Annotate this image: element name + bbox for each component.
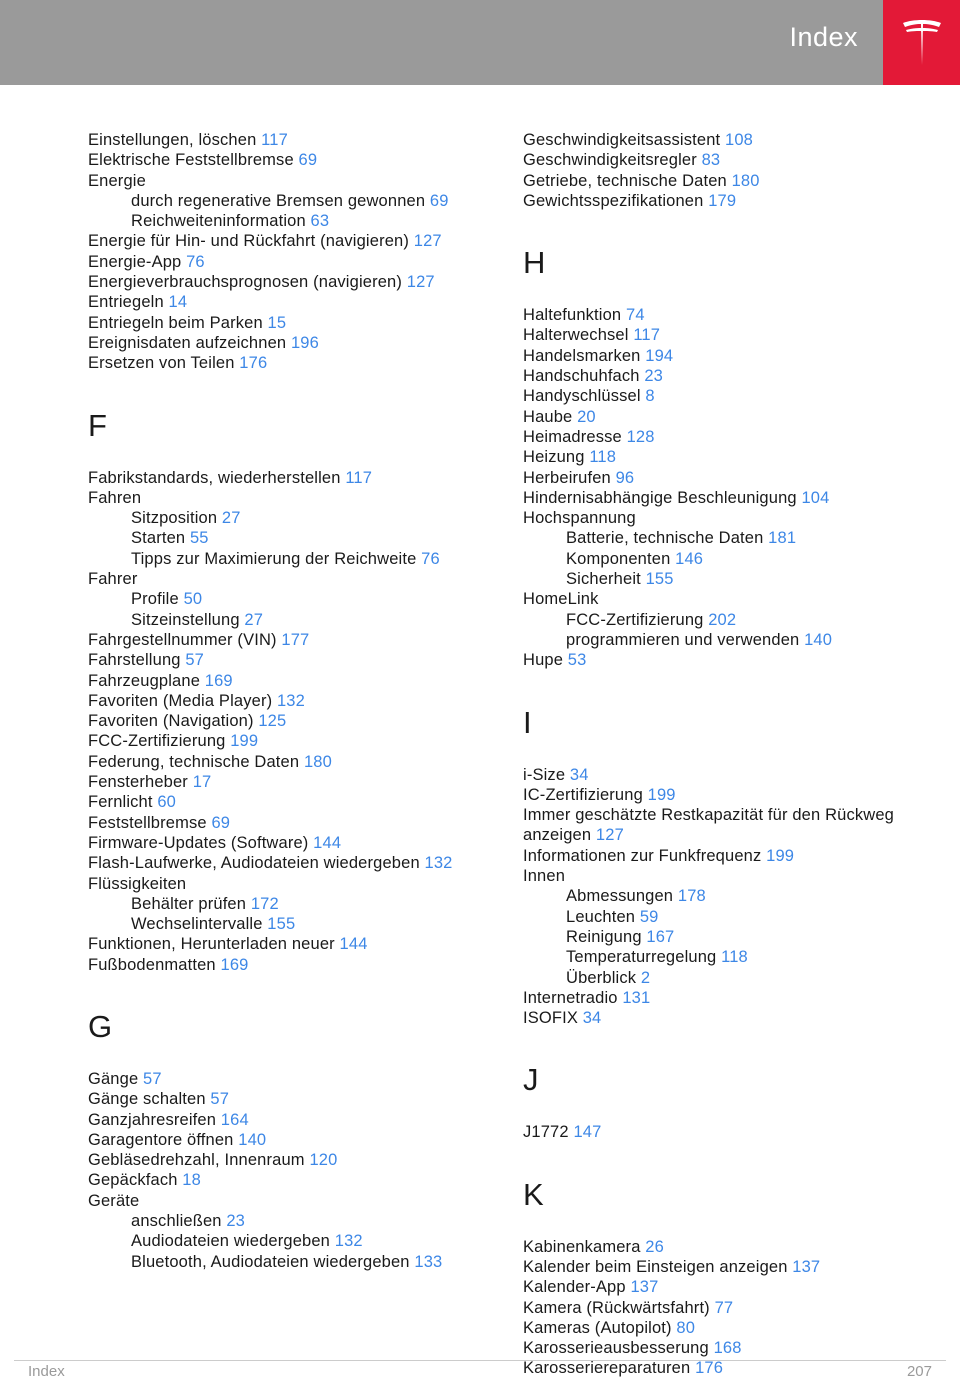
index-subentry xyxy=(88,914,488,934)
page-link[interactable]: 168 xyxy=(713,1339,742,1358)
index-subentry xyxy=(523,947,923,967)
index-subentry xyxy=(88,211,488,231)
index-column-right xyxy=(523,130,923,1379)
index-entry xyxy=(523,988,923,1008)
index-term: Gänge schalten xyxy=(88,1090,211,1109)
page-title: Index xyxy=(789,22,858,52)
page-link[interactable]: 137 xyxy=(792,1257,821,1276)
index-term: Federung, technische Daten xyxy=(88,752,304,771)
page-link[interactable]: 63 xyxy=(310,212,330,231)
index-subentry xyxy=(523,610,923,630)
index-term: Batterie, technische Daten xyxy=(566,529,769,548)
page-link[interactable]: 180 xyxy=(303,752,332,771)
page-link[interactable]: 199 xyxy=(647,785,676,804)
page-link[interactable]: 69 xyxy=(429,191,449,210)
index-entry xyxy=(523,171,923,191)
page-link[interactable]: 23 xyxy=(226,1212,246,1231)
index-term: Tipps zur Maximierung der Reichweite xyxy=(131,549,422,568)
page-link[interactable]: 27 xyxy=(221,509,241,528)
index-letter-heading: H xyxy=(523,245,546,281)
index-term: IC-Zertifizierung xyxy=(523,785,648,804)
index-subentry xyxy=(523,968,923,988)
index-term: Sicherheit xyxy=(566,570,646,589)
page-link[interactable]: 176 xyxy=(695,1359,724,1378)
page-link[interactable]: 127 xyxy=(595,826,624,845)
index-entry xyxy=(88,772,488,792)
index-term: Profile xyxy=(131,590,184,609)
index-term: programmieren und verwenden xyxy=(566,630,805,649)
page-link[interactable]: 15 xyxy=(267,313,287,332)
page-link[interactable]: 132 xyxy=(424,854,453,873)
page-link[interactable]: 2 xyxy=(640,968,651,987)
index-entry xyxy=(88,1110,488,1130)
index-letter-heading: K xyxy=(523,1176,544,1212)
index-entry xyxy=(523,785,923,805)
index-entry xyxy=(523,130,923,150)
page-link[interactable]: 57 xyxy=(210,1090,230,1109)
index-term: Fahrer xyxy=(88,570,138,589)
index-term: HomeLink xyxy=(523,590,599,609)
index-term: Fabrikstandards, wiederherstellen xyxy=(88,468,346,487)
page-link[interactable]: 144 xyxy=(339,935,368,954)
index-term: Garagentore öffnen xyxy=(88,1130,239,1149)
index-term: Kabinenkamera xyxy=(523,1237,646,1256)
page-link[interactable]: 60 xyxy=(157,793,177,812)
index-term: Komponenten xyxy=(566,549,676,568)
page-link[interactable]: 169 xyxy=(220,955,249,974)
index-entry xyxy=(523,488,923,508)
page-link[interactable]: 76 xyxy=(186,252,205,271)
page-link[interactable]: 177 xyxy=(281,630,310,649)
index-term: Favoriten (Media Player) xyxy=(88,691,277,710)
page-link[interactable]: 167 xyxy=(646,927,675,946)
index-term: Fahrzeugplane xyxy=(88,671,205,690)
page-link[interactable]: 202 xyxy=(708,610,737,629)
index-entry xyxy=(523,1257,923,1277)
index-term: Starten xyxy=(131,529,190,548)
page-link[interactable]: 117 xyxy=(633,326,661,345)
index-entry xyxy=(88,292,488,312)
index-subentry xyxy=(88,528,488,548)
index-term: Informationen zur Funkfrequenz xyxy=(523,846,767,865)
page-link[interactable]: 20 xyxy=(577,407,596,426)
index-term: Audiodateien wiedergeben xyxy=(131,1232,335,1251)
index-term: Firmware-Updates (Software) xyxy=(88,833,314,852)
index-letter-heading: G xyxy=(88,1008,113,1044)
index-term: ISOFIX xyxy=(523,1009,583,1028)
page-link[interactable]: 132 xyxy=(276,691,305,710)
index-column-left xyxy=(88,130,488,1272)
index-term: Abmessungen xyxy=(566,887,678,906)
index-entry xyxy=(523,407,923,427)
index-term: Flüssigkeiten xyxy=(88,874,187,893)
page-link[interactable]: 118 xyxy=(589,448,617,467)
index-term: Kalender beim Einsteigen anzeigen xyxy=(523,1257,793,1276)
index-entry xyxy=(88,813,488,833)
index-term: Handschuhfach xyxy=(523,367,645,386)
index-entry xyxy=(88,569,488,589)
page-link[interactable]: 57 xyxy=(143,1069,162,1088)
page-link[interactable]: 146 xyxy=(675,549,704,568)
index-term: Flash-Laufwerke, Audiodateien wiedergeben xyxy=(88,854,425,873)
index-term: Hochspannung xyxy=(523,509,636,528)
page-link[interactable]: 179 xyxy=(708,191,737,210)
index-term: Funktionen, Herunterladen neuer xyxy=(88,935,340,954)
page-link[interactable]: 133 xyxy=(414,1252,443,1271)
index-entry xyxy=(88,313,488,333)
index-term: Getriebe, technische Daten xyxy=(523,171,732,190)
page-link[interactable]: 77 xyxy=(714,1298,734,1317)
index-entry xyxy=(88,731,488,751)
index-term: Fahrgestellnummer (VIN) xyxy=(88,630,282,649)
index-subentry xyxy=(523,569,923,589)
page-link[interactable]: 59 xyxy=(639,907,659,926)
index-term: Reichweiteninformation xyxy=(131,212,311,231)
index-term: Leuchten xyxy=(566,907,640,926)
index-entry xyxy=(523,846,923,866)
index-subentry xyxy=(523,528,923,548)
index-term: Ersetzen von Teilen xyxy=(88,354,240,373)
page-link[interactable]: 76 xyxy=(421,549,440,568)
index-term: Fahren xyxy=(88,488,142,507)
page-link[interactable]: 96 xyxy=(615,468,635,487)
page-link[interactable]: 178 xyxy=(677,887,706,906)
index-term: Innen xyxy=(523,867,566,886)
index-term: Haube xyxy=(523,407,578,426)
page-link[interactable]: 57 xyxy=(185,651,204,670)
index-entry xyxy=(523,1237,923,1257)
index-term: Heimadresse xyxy=(523,427,627,446)
index-term: Fahrstellung xyxy=(88,651,186,670)
index-entry xyxy=(88,853,488,873)
page-link[interactable]: 132 xyxy=(334,1232,363,1251)
page-link[interactable]: 172 xyxy=(250,894,279,913)
index-entry xyxy=(523,1358,923,1378)
index-term: Gänge xyxy=(88,1069,144,1088)
index-entry xyxy=(88,934,488,954)
index-term: Fensterheber xyxy=(88,773,193,792)
page-link[interactable]: 34 xyxy=(569,765,589,784)
index-term: Energieverbrauchsprognosen (navigieren) xyxy=(88,273,407,292)
index-term: Geräte xyxy=(88,1191,140,1210)
index-term: Favoriten (Navigation) xyxy=(88,712,259,731)
index-entry xyxy=(88,955,488,975)
tesla-logo-icon xyxy=(901,19,943,67)
page-link[interactable]: 50 xyxy=(183,590,203,609)
index-term: Gewichtsspezifikationen xyxy=(523,191,709,210)
index-letter-heading: F xyxy=(88,407,108,443)
page-link[interactable]: 155 xyxy=(645,570,674,589)
index-term: Karosserieausbesserung xyxy=(523,1339,714,1358)
index-entry xyxy=(88,231,488,251)
page-link[interactable]: 180 xyxy=(731,171,760,190)
index-term: Herbeirufen xyxy=(523,468,616,487)
footer-divider xyxy=(14,1360,946,1361)
index-entry xyxy=(88,272,488,292)
page-link[interactable]: 120 xyxy=(309,1151,338,1170)
page-link[interactable]: 128 xyxy=(626,427,655,446)
index-term: Fußbodenmatten xyxy=(88,955,221,974)
index-entry xyxy=(88,353,488,373)
index-entry xyxy=(88,630,488,650)
index-entry xyxy=(523,866,923,886)
index-entry xyxy=(523,589,923,609)
index-subentry xyxy=(88,894,488,914)
index-term: Ganzjahresreifen xyxy=(88,1110,221,1129)
footer-section: Index xyxy=(28,1363,65,1380)
index-term: Energie xyxy=(88,171,146,190)
page-link[interactable]: 155 xyxy=(267,915,296,934)
index-entry xyxy=(88,650,488,670)
index-term: Entriegeln xyxy=(88,293,169,312)
index-term: Kameras (Autopilot) xyxy=(523,1318,677,1337)
index-subentry xyxy=(523,927,923,947)
index-term: Gebläsedrehzahl, Innenraum xyxy=(88,1151,310,1170)
index-entry xyxy=(523,1277,923,1297)
index-term: Kalender-App xyxy=(523,1278,631,1297)
index-term: Fernlicht xyxy=(88,793,158,812)
page-link[interactable]: 199 xyxy=(230,732,259,751)
page-link[interactable]: 117 xyxy=(345,468,373,487)
page-link[interactable]: 8 xyxy=(645,387,655,406)
page-link[interactable]: 137 xyxy=(630,1278,659,1297)
page-link[interactable]: 176 xyxy=(239,354,268,373)
index-subentry xyxy=(88,1231,488,1251)
index-entry xyxy=(88,711,488,731)
page-link[interactable]: 118 xyxy=(721,948,748,967)
index-entry xyxy=(523,366,923,386)
page-link[interactable]: 131 xyxy=(622,988,651,1007)
index-subentry xyxy=(523,549,923,569)
index-entry xyxy=(523,305,923,325)
index-term: Energie-App xyxy=(88,252,187,271)
brand-logo-box xyxy=(883,0,960,85)
page-link[interactable]: 125 xyxy=(258,712,287,731)
page-link[interactable]: 144 xyxy=(313,833,342,852)
index-entry xyxy=(88,874,488,894)
page-link[interactable]: 108 xyxy=(725,131,753,149)
page-link[interactable]: 34 xyxy=(582,1009,602,1028)
index-term: Wechselintervalle xyxy=(131,915,268,934)
index-entry xyxy=(88,130,488,150)
page-link[interactable]: 17 xyxy=(192,773,212,792)
page-link[interactable]: 127 xyxy=(413,232,442,251)
index-subentry xyxy=(88,549,488,569)
index-letter-heading: I xyxy=(523,704,532,740)
index-entry xyxy=(88,1191,488,1211)
page-link[interactable]: 55 xyxy=(189,529,209,548)
index-entry xyxy=(523,805,923,846)
index-term: FCC-Zertifizierung xyxy=(88,732,231,751)
index-entry xyxy=(523,1122,923,1142)
index-term: Sitzeinstellung xyxy=(131,610,245,629)
index-term: Handelsmarken xyxy=(523,346,646,365)
index-entry xyxy=(88,171,488,191)
index-term: Elektrische Feststellbremse xyxy=(88,151,299,170)
index-letter-heading: J xyxy=(523,1062,539,1098)
page-link[interactable]: 23 xyxy=(644,367,664,386)
index-subentry xyxy=(88,610,488,630)
index-term: anschließen xyxy=(131,1212,227,1231)
index-entry xyxy=(88,1170,488,1190)
page-link[interactable]: 53 xyxy=(567,651,587,670)
page-link[interactable]: 27 xyxy=(244,610,264,629)
page-link[interactable]: 69 xyxy=(298,151,318,170)
index-entry xyxy=(88,468,488,488)
index-term: Gepäckfach xyxy=(88,1171,183,1190)
index-term: i-Size xyxy=(523,765,570,784)
index-term: Internetradio xyxy=(523,988,623,1007)
index-term: Hupe xyxy=(523,651,568,670)
index-entry xyxy=(523,386,923,406)
index-subentry xyxy=(88,508,488,528)
index-term: durch regenerative Bremsen gewonnen xyxy=(131,191,430,210)
index-term: Temperaturregelung xyxy=(566,948,722,967)
index-term: Entriegeln beim Parken xyxy=(88,313,268,332)
index-entry xyxy=(88,150,488,170)
index-entry xyxy=(88,1150,488,1170)
page-link[interactable]: 74 xyxy=(626,306,645,325)
index-term: Hindernisabhängige Beschleunigung xyxy=(523,488,802,507)
index-entry xyxy=(88,752,488,772)
index-subentry xyxy=(88,1211,488,1231)
index-entry xyxy=(523,1008,923,1028)
index-entry xyxy=(88,1089,488,1109)
page-link[interactable]: 83 xyxy=(701,151,721,170)
index-entry xyxy=(88,792,488,812)
index-entry xyxy=(88,833,488,853)
index-entry xyxy=(523,1298,923,1318)
index-term: Behälter prüfen xyxy=(131,894,251,913)
index-entry xyxy=(523,765,923,785)
index-term: J1772 xyxy=(523,1123,574,1142)
index-entry xyxy=(523,325,923,345)
index-entry xyxy=(523,508,923,528)
index-entry xyxy=(523,447,923,467)
index-term: Halterwechsel xyxy=(523,326,634,345)
page-link[interactable]: 117 xyxy=(261,131,288,149)
page-link[interactable]: 127 xyxy=(406,273,435,292)
page-link[interactable]: 181 xyxy=(768,529,797,548)
page-link[interactable]: 147 xyxy=(573,1123,602,1142)
index-term: Ereignisdaten aufzeichnen xyxy=(88,333,291,352)
index-subentry xyxy=(88,1252,488,1272)
footer-page-number: 207 xyxy=(906,1363,932,1380)
index-term: Reinigung xyxy=(566,927,647,946)
page-link[interactable]: 14 xyxy=(168,293,188,312)
index-entry xyxy=(88,1130,488,1150)
page-link[interactable]: 164 xyxy=(220,1110,249,1129)
index-subentry xyxy=(88,589,488,609)
index-entry xyxy=(523,150,923,170)
index-entry xyxy=(523,1318,923,1338)
page-header xyxy=(0,0,960,85)
page-link[interactable]: 18 xyxy=(182,1171,201,1190)
index-entry xyxy=(523,650,923,670)
page-link[interactable]: 140 xyxy=(238,1130,267,1149)
index-entry xyxy=(523,191,923,211)
index-entry xyxy=(523,468,923,488)
index-term: Karosseriereparaturen xyxy=(523,1359,696,1378)
index-term: Geschwindigkeitsregler xyxy=(523,151,702,170)
index-entry xyxy=(88,333,488,353)
page-link[interactable]: 194 xyxy=(645,346,674,365)
index-term: Immer geschätzte Restkapazität für den Rückweg anzeigen xyxy=(523,806,894,845)
page-link[interactable]: 80 xyxy=(676,1318,696,1337)
index-term: FCC-Zertifizierung xyxy=(566,610,709,629)
page-link[interactable]: 26 xyxy=(645,1237,664,1256)
page-link[interactable]: 69 xyxy=(211,813,231,832)
page-link[interactable]: 140 xyxy=(804,630,833,649)
index-entry xyxy=(523,346,923,366)
index-term: Haltefunktion xyxy=(523,306,626,325)
index-subentry xyxy=(523,630,923,650)
index-term: Feststellbremse xyxy=(88,813,212,832)
index-subentry xyxy=(523,886,923,906)
index-entry xyxy=(88,1069,488,1089)
page-link[interactable]: 196 xyxy=(290,333,319,352)
index-entry xyxy=(88,252,488,272)
index-term: Heizung xyxy=(523,448,590,467)
index-term: Überblick xyxy=(566,968,641,987)
index-entry xyxy=(523,1338,923,1358)
index-term: Sitzposition xyxy=(131,509,222,528)
index-term: Bluetooth, Audiodateien wiedergeben xyxy=(131,1252,415,1271)
index-subentry xyxy=(523,907,923,927)
page-link[interactable]: 169 xyxy=(204,671,233,690)
index-entry xyxy=(523,427,923,447)
index-term: Kamera (Rückwärtsfahrt) xyxy=(523,1298,715,1317)
index-entry xyxy=(88,671,488,691)
page-link[interactable]: 104 xyxy=(801,488,830,507)
index-subentry xyxy=(88,191,488,211)
page-link[interactable]: 199 xyxy=(766,846,795,865)
index-term: Einstellungen, löschen xyxy=(88,131,262,149)
index-entry xyxy=(88,691,488,711)
index-entry xyxy=(88,488,488,508)
index-term: Energie für Hin- und Rückfahrt (navigieren) xyxy=(88,232,414,251)
index-term: Handyschlüssel xyxy=(523,387,646,406)
index-term: Geschwindigkeitsassistent xyxy=(523,131,725,149)
